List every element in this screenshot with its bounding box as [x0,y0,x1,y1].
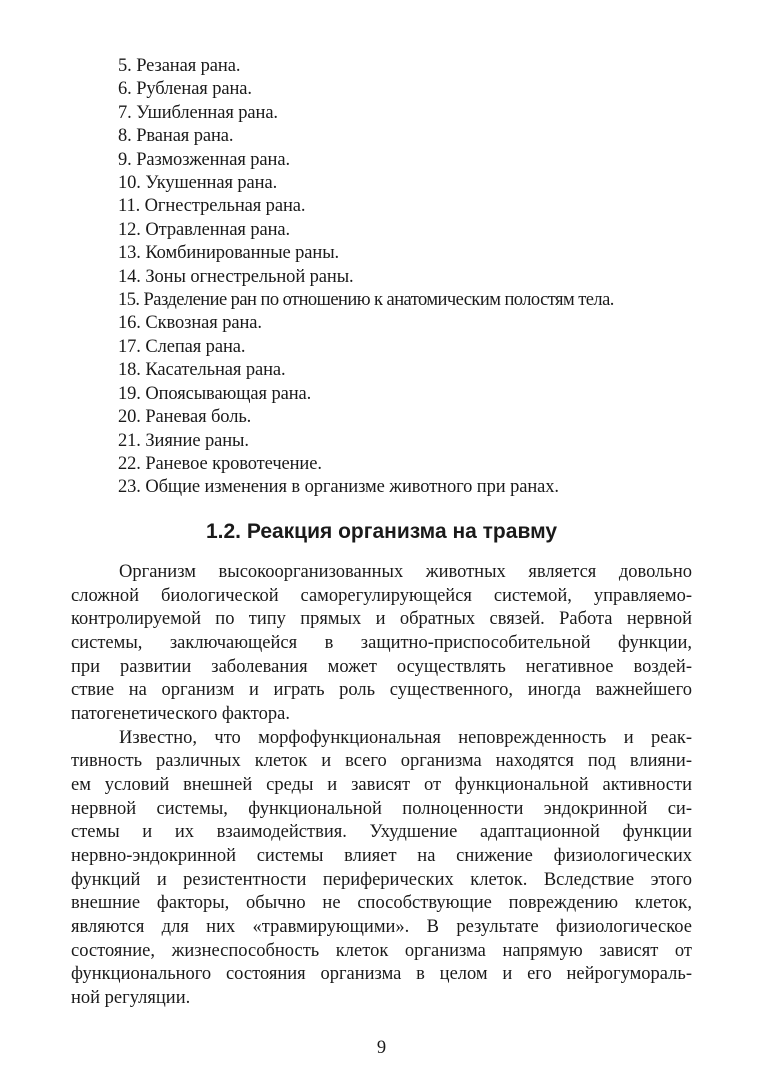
text-line: системы, заключающейся в защитно-приспособительной функции, [71,632,692,653]
wound-types-list [118,55,708,500]
text-line: стемы и их взаимодействия. Ухудшение адаптационной функции [71,822,692,843]
text-line: ной регуляции. [71,987,191,1008]
list-item: 17. Слепая рана. [118,336,246,357]
text-line: ствие на организм и играть роль существенного, иногда важнейшего [71,680,692,701]
text-line: функций и резистентности периферических клеток. Вследствие этого [71,869,692,890]
text-line: ем условий внешней среды и зависят от функциональной активности [71,774,692,795]
text-line: нервно-эндокринной системы влияет на снижение физиологических [71,845,692,866]
text-line: функционального состояния организма в целом и его нейрогумораль- [71,964,692,985]
list-item: 13. Комбинированные раны. [118,243,340,264]
list-item: 23. Общие изменения в организме животного при ранах. [118,477,559,498]
text-line: состояние, жизнеспособность клеток организма напрямую зависят от [71,940,692,961]
paragraph [71,561,692,727]
list-item: 12. Отравленная рана. [118,219,291,240]
list-item: 21. Зияние раны. [118,430,249,451]
text-line: являются для них «травмирующими». В результате физиологическое [71,916,692,937]
list-item: 20. Раневая боль. [118,407,252,428]
page-number: 9 [376,1038,387,1058]
list-item: 8. Рваная рана. [118,126,234,147]
list-item: 15. Разделение ран по отношению к анатомическим полостям тела. [118,290,614,311]
list-item: 18. Касательная рана. [118,360,286,381]
text-line: внешние факторы, обычно не способствующие повреждению клеток, [71,893,692,914]
list-item: 11. Огнестрельная рана. [118,196,306,217]
paragraph [71,727,692,1011]
list-item: 10. Укушенная рана. [118,173,278,194]
text-line: патогенетического фактора. [71,703,290,724]
text-line: нервной системы, функциональной полноценности эндокринной си- [71,798,692,819]
list-item: 5. Резаная рана. [118,56,241,76]
text-line: Известно, что морфофункциональная неповрежденность и реак- [119,727,692,748]
list-item: 6. Рубленая рана. [118,79,252,100]
text-line: при развитии заболевания может осуществлять негативное воздей- [71,656,692,677]
list-item: 16. Сквозная рана. [118,313,262,334]
text-line: Организм высокоорганизованных животных является довольно [119,562,692,582]
text-line: тивность различных клеток и всего организма находятся под влияни- [71,751,692,772]
text-line: контролируемой по типу прямых и обратных связей. Работа нервной [71,609,692,630]
list-item: 9. Размозженная рана. [118,149,290,170]
text-line: сложной биологической саморегулирующейся системой, управляемо- [71,585,692,606]
list-item: 19. Опоясывающая рана. [118,383,312,404]
list-item: 14. Зоны огнестрельной раны. [118,266,354,287]
section-body [71,561,692,1010]
list-item: 7. Ушибленная рана. [118,102,278,123]
list-item: 22. Раневое кровотечение. [118,453,322,474]
section-heading: 1.2. Реакция организма на травму [205,520,558,543]
